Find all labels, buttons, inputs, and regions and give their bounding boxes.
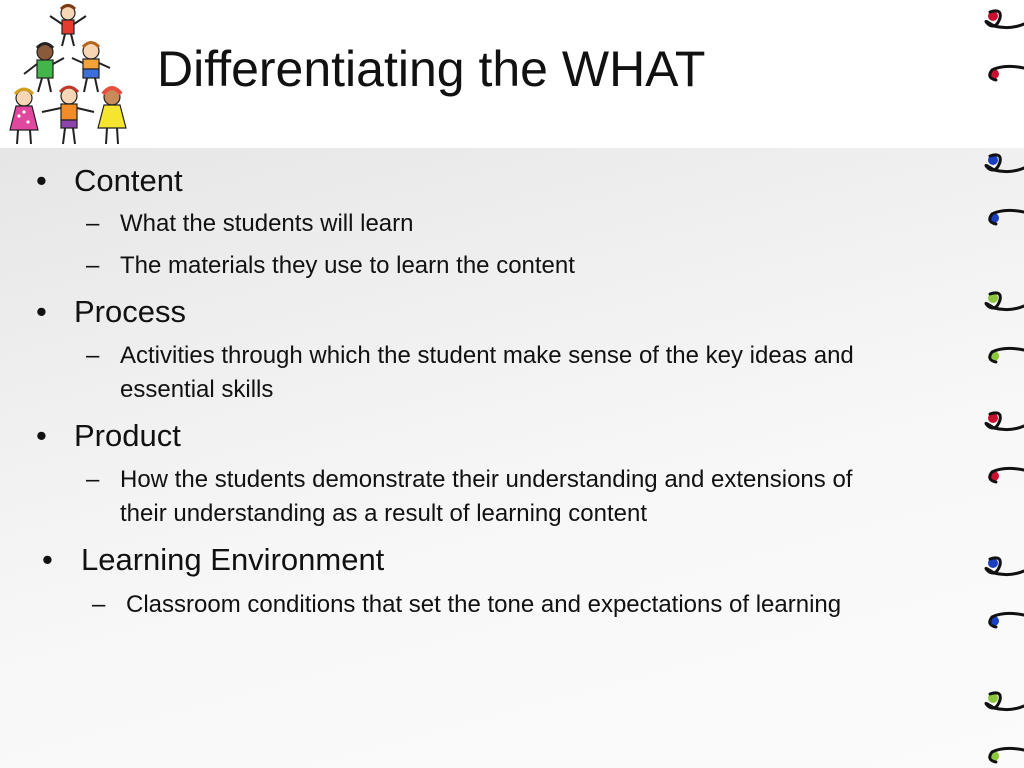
sub-item: The materials they use to learn the content [120,252,575,279]
list-item-learning-environment: Learning Environment [81,542,385,577]
list-item-content: Content [74,163,183,198]
content-background [0,148,1024,768]
sub-item-line-1: Activities through which the student make sense of the key ideas and [120,342,854,369]
dash-glyph: – [92,591,106,618]
list-item [36,163,47,199]
sub-item-line-2: essential skills [120,376,274,403]
dash-glyph: – [86,466,100,493]
bullet-glyph: • [36,294,47,329]
sub-item-line-1: How the students demonstrate their understanding and extensions of [120,466,853,493]
bullet-glyph: • [42,542,53,577]
list-item-process: Process [74,294,186,329]
dash-glyph: – [86,210,100,237]
sub-item: What the students will learn [120,210,414,237]
list-item-product: Product [74,418,181,453]
bullet-glyph: • [36,418,47,453]
sub-item: Classroom conditions that set the tone and expectations of learning [126,591,842,618]
curl-border-icon [980,0,1024,768]
sub-item-line-2: their understanding as a result of learning content [120,500,648,527]
children-pyramid-clipart-icon [2,2,132,148]
slide-title: Differentiating the WHAT [157,41,706,97]
dash-glyph: – [86,252,100,279]
bullet-glyph: • [36,163,47,198]
dash-glyph: – [86,342,100,369]
